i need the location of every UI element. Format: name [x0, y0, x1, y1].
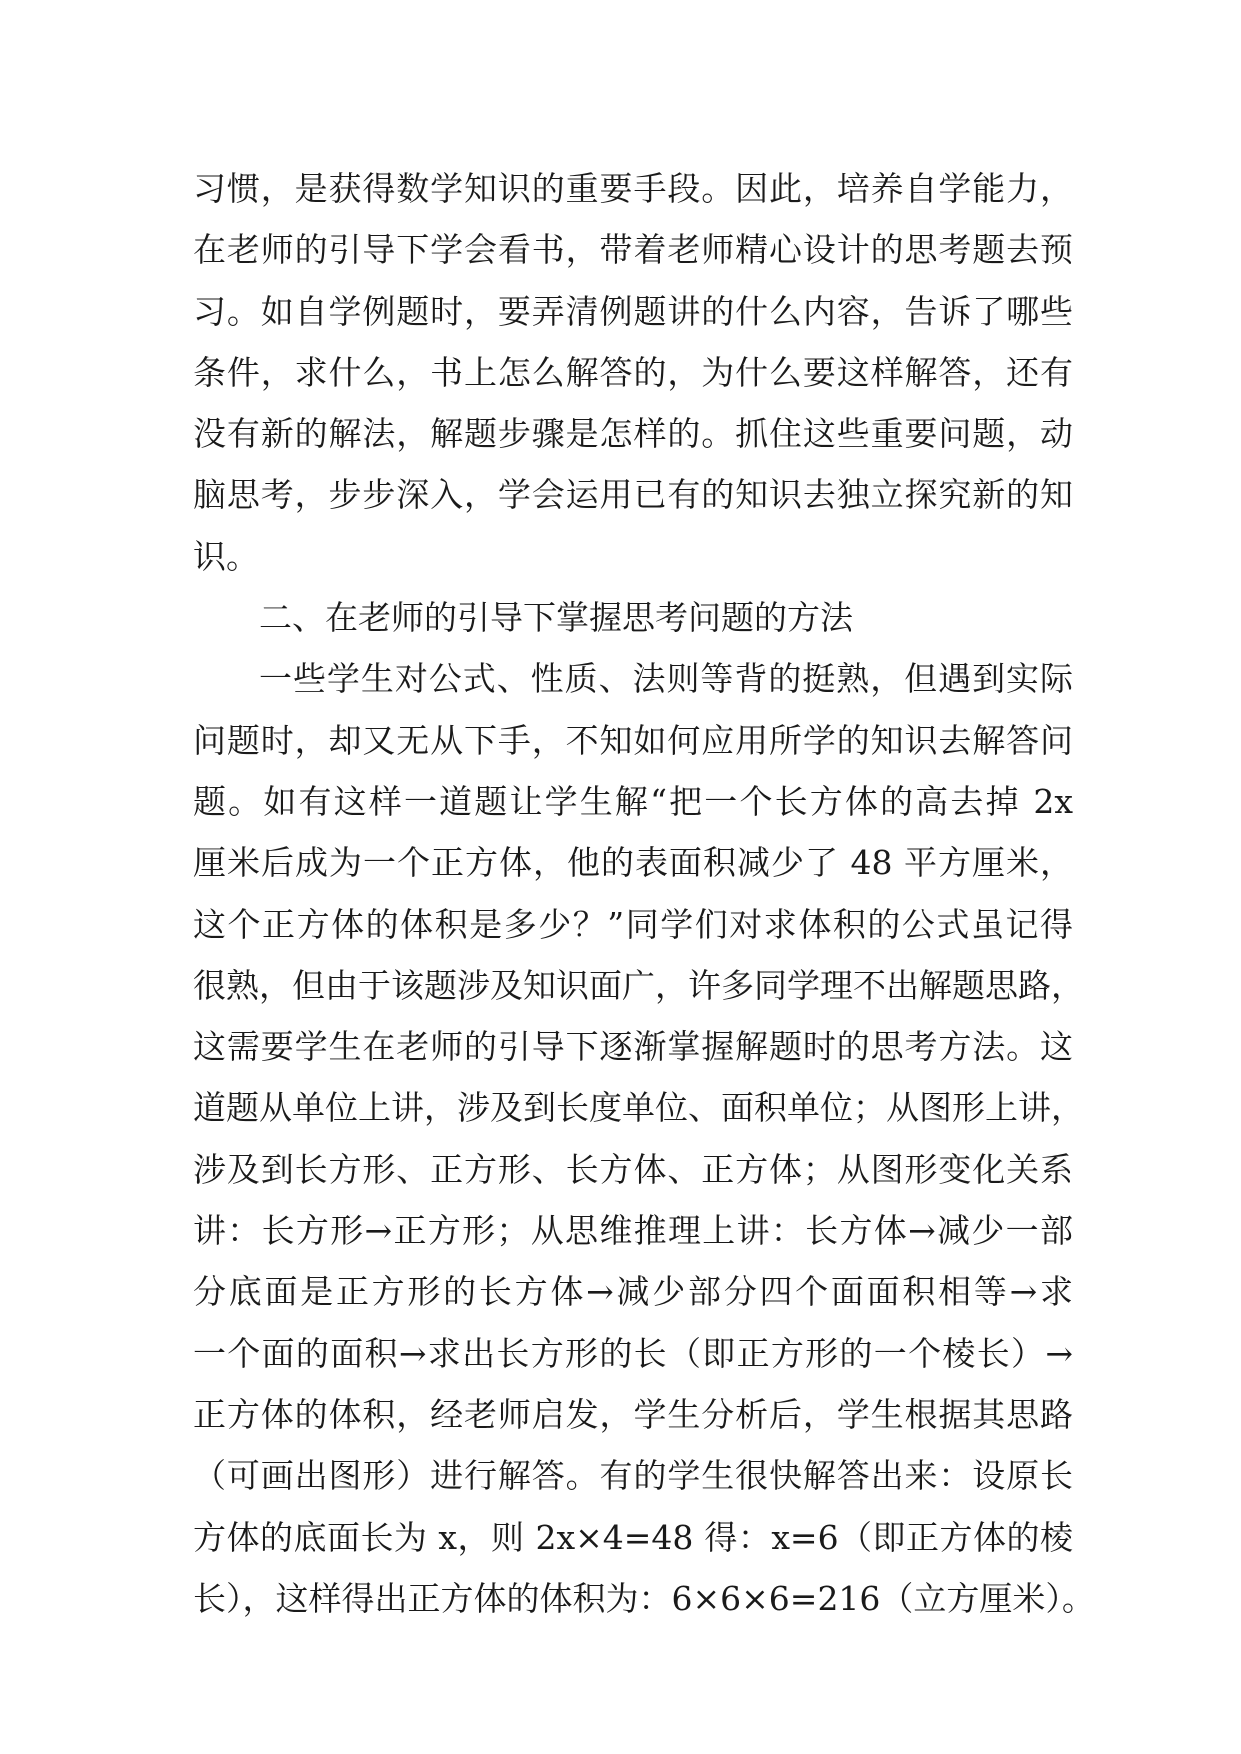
- text-line: 在老师的引导下学会看书，带着老师精心设计的思考题去预: [193, 230, 1073, 270]
- text-line: 题。如有这样一道题让学生解“把一个长方体的高去掉 2x: [193, 781, 1073, 821]
- text-line: 这需要学生在老师的引导下逐渐掌握解题时的思考方法。这: [193, 1027, 1073, 1067]
- text-line: 没有新的解法，解题步骤是怎样的。抓住这些重要问题，动: [193, 414, 1073, 454]
- section-heading: 二、在老师的引导下掌握思考问题的方法: [259, 598, 853, 638]
- text-line: 长），这样得出正方体的体积为：6×6×6=216（立方厘米）。: [193, 1578, 1095, 1618]
- text-line: 识。: [193, 536, 259, 576]
- text-line: 方体的底面长为 x，则 2x×4=48 得：x=6（即正方体的棱: [193, 1517, 1073, 1557]
- text-line: 一个面的面积→求出长方形的长（即正方形的一个棱长）→: [193, 1333, 1073, 1373]
- text-line: 正方体的体积，经老师启发，学生分析后，学生根据其思路: [193, 1394, 1073, 1434]
- text-line: 脑思考，步步深入，学会运用已有的知识去独立探究新的知: [193, 475, 1073, 515]
- text-line: （可画出图形）进行解答。有的学生很快解答出来：设原长: [193, 1456, 1073, 1496]
- text-line: 厘米后成为一个正方体，他的表面积减少了 48 平方厘米，: [193, 843, 1073, 883]
- paragraph-self-study: [193, 158, 1073, 587]
- paragraph-thinking-methods: [193, 648, 1095, 1629]
- document-body: [193, 158, 1095, 1629]
- text-line: 条件，求什么，书上怎么解答的，为什么要这样解答，还有: [193, 352, 1073, 392]
- text-line: 习。如自学例题时，要弄清例题讲的什么内容，告诉了哪些: [193, 291, 1073, 331]
- text-line: 很熟，但由于该题涉及知识面广，许多同学理不出解题思路，: [193, 965, 1084, 1005]
- text-line: 问题时，却又无从下手，不知如何应用所学的知识去解答问: [193, 720, 1073, 760]
- text-line: 分底面是正方形的长方体→减少部分四个面面积相等→求: [193, 1272, 1073, 1312]
- text-line: 涉及到长方形、正方形、长方体、正方体；从图形变化关系: [193, 1149, 1073, 1189]
- text-line: 讲：长方形→正方形；从思维推理上讲：长方体→减少一部: [193, 1211, 1073, 1251]
- text-line: 道题从单位上讲，涉及到长度单位、面积单位；从图形上讲，: [193, 1088, 1084, 1128]
- text-line: 这个正方体的体积是多少？”同学们对求体积的公式虽记得: [193, 904, 1073, 944]
- text-line: 习惯，是获得数学知识的重要手段。因此，培养自学能力，: [193, 169, 1073, 208]
- text-line: 一些学生对公式、性质、法则等背的挺熟，但遇到实际: [259, 659, 1073, 699]
